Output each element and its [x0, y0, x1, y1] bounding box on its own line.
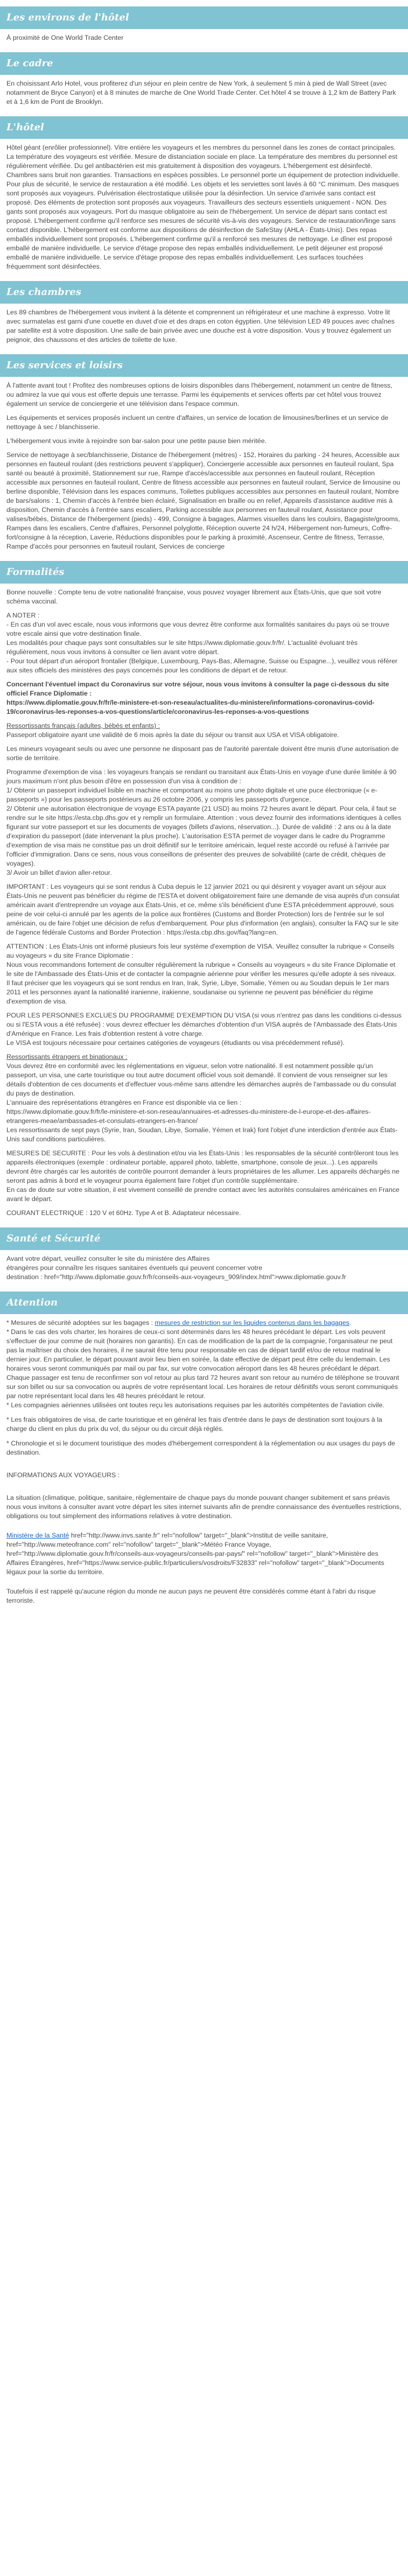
- ministere-sante-link[interactable]: Ministère de la Santé: [6, 1532, 69, 1539]
- securite-text: En cas de doute sur votre situation, il est vivement conseillé de prendre contact avec les autorités consulaires américaines en France avant le départ.: [6, 1186, 400, 1203]
- info-voyageurs-label: INFORMATIONS AUX VOYAGEURS :: [6, 1471, 120, 1479]
- attention-bullet: * Les frais obligatoires de visa, de carte touristique et en général les frais d'entrée dans le pays de destination sont toujours à la charge du client en plus du prix du vol, du séjour ou du circuit déjà réglés.: [6, 1416, 383, 1433]
- attention-bullet: * Les compagnies aériennes utilisées ont toutes reçu les autorisations requises par les autorités compétentes de l'aviation civile.: [6, 1401, 385, 1409]
- terror-risk-footer: Toutefois il est rappelé qu'aucune région du monde ne aucun pays ne peuvent être considérés comme étant à l'abri du risque terroriste.: [6, 1588, 376, 1604]
- attention-text: Nous vous recommandons fortement de consulter régulièrement la rubrique « Conseils au voyageurs » du site France Diplomatie et le site de l'Ambassade des États-Unis et de contacter la compagnie aérienne pour vérifier les mesures qu'elle adopte à ses niveaux.: [6, 961, 396, 978]
- info-voyageurs-text: La situation (climatique, politique, sanitaire, réglementaire de chaque pays du monde pouvant changer subitement et sans préavis: [6, 1494, 390, 1501]
- services-paragraph: Les équipements et services proposés incluent un centre d'affaires, un service de location de limousines/berlines et un service de nettoyage à sec / blanchisserie.: [6, 414, 389, 431]
- section-title-services: Les services et loisirs: [0, 354, 408, 377]
- sante-text: destination : href="http://www.diplomatie.gouv.fr/fr/conseils-aux-voyageurs_909/index.html">www.diplomatie.gouv.fr: [6, 1273, 346, 1281]
- section-hotel: [0, 116, 408, 271]
- important-text: IMPORTANT : Les voyageurs qui se sont rendus à Cuba depuis le 12 janvier 2021 ou qui désirent y voyager avant un séjour aux États-Unis ne peuvent pas bénéficier du régime de l'ESTA et doivent obligatoirement faire une demande de visa auprès d'un consulat américain avant d'entreprendre un voyage aux États-Unis, et ce, même s'ils bénéficient d'une ESTA précédemment approuvé, sous peine de voir celui-ci annulé par les agents de la police aux frontières (Customs and Border Protection) lors de l'entrée sur le sol américain, ou de faire l'objet une décision de refus d'embarquement. Pour plus d'information (en anglais), consulter la FAQ sur le site de l'agence fédérale Customs and Border Protection : https://esta.cbp.dhs.gov/faq?lang=en.: [6, 883, 399, 936]
- etrangers-text: L'annuaire des représentations étrangères en France est disponible via ce lien :: [6, 1099, 242, 1106]
- covid-notice: Concernant l'éventuel impact du Coronavirus sur votre séjour, nous vous invitons à consulter la page ci-dessous du site officiel France Diplomatie :: [6, 680, 389, 697]
- section-attention: [0, 1291, 408, 1605]
- anoter-item: Les modalités pour chaque pays sont consultables sur le site https://www.diplomatie.gouv.fr/fr/. L'actualité évoluant très régulièrement, nous vous invitons à consulter ce lien avant votre départ.: [6, 639, 358, 656]
- info-voyageurs-text: nous vous invitons à consulter avant votre départ les sites internet suivants afin de prendre connaissance des éventuelles restrictions, obligations ou tout simplement des informations relatives à votre destination.: [6, 1503, 402, 1520]
- section-environs: [0, 6, 408, 43]
- hotel-text: Hôtel géant (enrôlier professionnel). Vitre entière les voyageurs et les membres du personnel dans les zones de contact principales. La température des voyageurs est vérifiée. Mesure de distanciation sociale en place. La température des membres du personnel est régulièrement vérifiée. Du gel antibactérien est mis gratuitement à disposition des voyageurs. L'hébergement est désinfecté. Chambres sans bruit non garanties. Transactions en espèces possibles. Le personnel porte un équipement de protection individuelle. Pour plus de sécurité, le service de restauration a été modifié. Les objets et les serviettes sont lavés à 60 °C minimum. Des masques sont proposés aux voyageurs. Pulvérisation électrostatique utilisée pour la désinfection. Un service d'arrivée sans contact est proposé. Des éléments de protection sont proposés aux voyageurs. Travailleurs des secteurs essentiels uniquement - NON. Des gants sont proposés aux voyageurs. Port du masque obligatoire au sein de l'hébergement. Un service de départ sans contact est proposé. L'hébergement confirme qu'il renforce ses mesures de sécurité vis-à-vis des voyageurs. Service de restauration/linge sans contact disponible. L'hébergement est conforme aux dispositions de désinfection de SafeStay (AHLA - États-Unis). Des repas emballés individuellement sont proposés. L'hébergement confirme qu'il a renforcé ses mesures de nettoyage. Le dîner est proposé emballé de manière individuelle. Le service d'étage propose des repas emballés individuellement. Le petit déjeuner est proposé emballé de manière individuelle. Le service d'étage propose des repas emballés individuellement. Les surfaces touchées fréquemment sont désinfectées.: [6, 144, 400, 270]
- section-formalites: [0, 561, 408, 1218]
- covid-link[interactable]: https://www.diplomatie.gouv.fr/fr/le-ministere-et-son-reseau/actualites-du-ministere/informations-coronavirus-covid-19/coronavirus-les-reponses-a-vos-questions/article/coronavirus-les-reponses-a-vos-questions: [6, 699, 375, 715]
- section-chambres: [0, 281, 408, 345]
- sante-text: Avant votre départ, veuillez consulter le site du ministère des Affaires: [6, 1255, 210, 1262]
- anoter-item: - Pour tout départ d'un aéroport frontalier (Belgique, Luxembourg, Pays-Bas, Allemagne, Suisse ou Espagne...), veuillez vous référer aux sites officiels des ministères des pays concernés pour les conditions de départ et de retour.: [6, 657, 398, 674]
- etrangers-text: Vous devrez être en conformité avec les réglementations en vigueur, selon votre nationalité. Il est notamment possible qu'un passeport, un visa, une carte touristique ou tout autre document officiel vous soit demandé. Il convient de vous renseigner sur les détails d'obtention de ces documents et d'effectuer vous-même sans attendre les démarches auprès de l'ambassade ou du consulat du pays de destination.: [6, 1062, 396, 1097]
- pev-text: 1/ Obtenir un passeport individuel lisible en machine et comportant au moins une photo digitale et une puce électronique (« e-passeports ») pour les passeports postérieurs au 26 octobre 2006, y compris les passeports d'urgence.: [6, 787, 377, 803]
- section-title-cadre: Le cadre: [0, 52, 408, 75]
- formalites-intro: Bonne nouvelle : Compte tenu de votre nationalité française, vous pouvez voyager librement aux États-Unis, que que soit votre schéma vaccinal.: [6, 588, 382, 605]
- etrangers-label: Ressortissants étrangers et binationaux :: [6, 1053, 128, 1061]
- pev-text: Programme d'exemption de visa : les voyageurs français se rendant ou transitant aux États-Unis en voyage d'une durée limitée à 90 jours maximum n'ont plus besoin d'être en possession d'un visa à condition de :: [6, 768, 397, 785]
- attention-text: Il faut préciser que les voyageurs qui se sont rendus en Iran, Irak, Syrie, Libye, Somalie, Yémen ou au Soudan depuis le 1er mars 2011 et les personnes ayant la nationalité iranienne, irakienne, soudanaise ou syrienne ne peuvent pas bénéficier du régime d'exemption de visa.: [6, 979, 390, 1005]
- section-title-chambres: Les chambres: [0, 281, 408, 304]
- etrangers-link[interactable]: https://www.diplomatie.gouv.fr/fr/le-ministere-et-son-reseau/annuaires-et-adresses-du-ministere-de-l-europe-et-des-affaires-etrangeres-meae/ambassades-et-consulats-etrangers-en-france/: [6, 1108, 371, 1125]
- attention-bullet: * Dans le cas des vols charter, les horaires de ceux-ci sont déterminés dans les 48 heures précédant le départ. Les vols peuvent s'effectuer de jour comme de nuit (horaires non garantis). En cas de modification de la part de la compagnie, l'organisateur ne peut pas la maîtriser du choix des horaires, il ne saurait être tenu pour responsable en cas de départ tardif et/ou de retour matinal le dernier jour. En particulier, le départ pouvant avoir lieu bien en soirée, la date effective de départ peut être celle du lendemain. Les horaires vous seront communiqués par mail ou par fax, sur votre convocation aéroport dans les 48 heures précédant le départ. Chaque passager est tenu de reconfirmer son vol retour au plus tard 72 heures avant son retour au numéro de téléphone se trouvant sur son billet ou sur sa convocation ou auprès de votre représentant local. Les horaires de retour définitifs vous seront communiqués par notre représentant local dans les 48 heures précédant le retour.: [6, 1328, 399, 1400]
- pev-text: 3/ Avoir un billet d'avion aller-retour.: [6, 869, 112, 876]
- liquids-restriction-link[interactable]: mesures de restriction sur les liquides contenus dans les bagages: [154, 1319, 350, 1326]
- section-services: [0, 354, 408, 551]
- cadre-text: En choisissant Arlo Hotel, vous profiterez d'un séjour en plein centre de New York, à seulement 5 min à pied de Wall Street (avec notamment de Bryce Canyon) et à 8 minutes de marche de One World Trade Center. Cet hôtel 4 se trouve à 1,2 km de Battery Park et à 1,6 km de Pont de Brooklyn.: [6, 80, 396, 106]
- etrangers-text: Les ressortissants de sept pays (Syrie, Iran, Soudan, Libye, Somalie, Yémen et Irak) font l'objet d'une interdiction d'entrée aux États-Unis sauf conditions particulières.: [6, 1126, 398, 1143]
- exemption-text: POUR LES PERSONNES EXCLUES DU PROGRAMME D'EXEMPTION DU VISA (si vous n'entrez pas dans les conditions ci-dessus ou si l'ESTA vous a été refusée) : vous devrez effectuer les démarches d'obtention d'un VISA auprès de l'Ambassade des États-Unis d'Amérique en France. Les frais d'obtention restent à votre charge.: [6, 1012, 402, 1037]
- attention-bullet-text: * Mesures de sécurité adoptées sur les bagages :: [6, 1319, 155, 1326]
- services-amenities-list: Service de nettoyage à sec/blanchisserie, Distance de l'hébergement (mètres) - 152, Horaires du parking - 24 heures, Accessible aux personnes en fauteuil roulant (des restrictions peuvent s'appliquer), Conciergerie accessible aux personnes en fauteuil roulant, Spa santé ou beauté à proximité, Stationnement sur rue, Rampe d'accès/accessible aux personnes en fauteuil roulant, Réception accessible aux personnes en fauteuil roulant, Centre de fitness accessible aux personnes en fauteuil roulant, Service de limousine ou berline disponible, Télévision dans les espaces communs, Toilettes publiques accessibles aux personnes en fauteuil roulant, Nombre de bars/salons : 1, Chemin d'accès à l'entrée bien éclairé, Signalisation en braille ou en relief, Appareils d'assistance auditive mis à disposition, Chemin d'accès à l'entrée sans escaliers, Parking accessible aux personnes en fauteuil roulant, Assistance pour valises/bébés, Distance de l'hébergement (pieds) - 499, Consigne à bagages, Alarmes visuelles dans les couloirs, Bagagiste/grooms, Rampes dans les escaliers, Centre d'affaires, Personnel polyglotte, Réception ouverte 24 h/24, Hébergement non-fumeurs, Coffre-fort/consigne à la réception, Laverie, Réductions disponibles pour le parking à proximité, Ascenseur, Centre de fitness, Terrasse, Rampe d'accès pour personnes en fauteuil roulant, Services de concierge: [6, 451, 400, 550]
- chambres-text: Les 89 chambres de l'hébergement vous invitent à la détente et comprennent un réfrigérateur et une machine à expresso. Votre lit avec surmatelas est garni d'une couette en duvet d'oie et des draps en coton égyptien. Une télévision LED 49 pouces avec chaînes par satellite est à votre disposition. Une salle de bain privée avec une douche est à votre disposition. Vous y trouvez également un peignoir, des chaussons et des articles de toilette de luxe.: [6, 308, 395, 343]
- securite-text: MESURES DE SECURITE : Pour les vols à destination et/ou via les États-Unis : les responsables de la sécurité contrôleront tous les appareils électroniques (exemple : ordinateur portable, appareil photo, tablette, smartphone, console de jeux...). Les appareils devront être chargés car les autorités de contrôle pourront demander à leurs propriétaires de les allumer. Les appareils déchargés ne seront pas admis à bord et le voyageur pourra également faire l'objet d'un contrôle supplémentaire.: [6, 1149, 400, 1184]
- section-sante: [0, 1227, 408, 1282]
- pev-text: 2/ Obtenir une autorisation électronique de voyage ESTA payante (21 USD) au moins 72 heures avant le départ. Pour cela, il faut se rendre sur le site https://esta.cbp.dhs.gov et y remplir un formulaire. Attention : vous devez fournir des informations identiques à celles figurant sur votre passeport et sur les documents de voyages (billets d'avions, réservation...). Durée de validité : 2 ans ou à la date d'expiration du passeport (date intervenant la plus proche). L'autorisation ESTA permet de voyager dans le cadre du Programme d'exemption de visa mais ne constitue pas un droit définitif sur le territoire américain, lequel reste accordé ou refusé à l'arrivée par l'officier d'immigration. Dans ce sens, nous vous conseillons de présenter des preuves de solvabilité (carte de crédit, chèques de voyages).: [6, 805, 402, 867]
- exemption-text: Le VISA est toujours nécessaire pour certaines catégories de voyageurs (étudiants ou visa précédemment refusé).: [6, 1039, 345, 1047]
- environs-text: À proximité de One World Trade Center: [6, 34, 124, 41]
- courant-text: COURANT ELECTRIQUE : 120 V et 60Hz. Type A et B. Adaptateur nécessaire.: [6, 1209, 241, 1217]
- section-cadre: [0, 52, 408, 107]
- section-title-environs: Les environs de l'hôtel: [0, 6, 408, 29]
- attention-bullet-text: .: [349, 1319, 351, 1326]
- section-title-sante: Santé et Sécurité: [0, 1227, 408, 1250]
- attention-text: ATTENTION : Les États-Unis ont informé plusieurs fois leur système d'exemption de VISA. Veuillez consulter la rubrique « Conseils au voyageurs » du site France Diplomatie :: [6, 943, 395, 959]
- anoter-item: - En cas d'un vol avec escale, nous vous informons que vous devrez être conforme aux formalités sanitaires du pays où se trouve votre escale ainsi que votre destination finale.: [6, 621, 390, 637]
- attention-bullet: [6, 1318, 402, 1328]
- section-title-hotel: L'hôtel: [0, 116, 408, 139]
- resources-links-text: href="http://www.invs.sante.fr" rel="nofollow" target="_blank">Institut de veille sanitaire, href="http://www.meteofrance.com" rel="nofollow" target="_blank">Météo France Voyage, href="http://www.diplomatie.gouv.fr/fr/conseils-aux-voyageurs/conseils-par-pays/" rel="nofollow" target="_blank">Ministère des Affaires Étrangères, href="https://www.service-public.fr/particuliers/vosdroits/F32833" rel="nofollow" target="_blank">Documents légaux pour la sortie du territoire.: [6, 1532, 384, 1576]
- ressortissants-label: Ressortissants français (adultes, bébés et enfants) :: [6, 722, 160, 729]
- anoter-label: A NOTER :: [6, 612, 40, 619]
- section-title-attention: Attention: [0, 1291, 408, 1314]
- mineurs-text: Les mineurs voyageant seuls ou avec une personne ne disposant pas de l'autorité parentale doivent être munis d'une autorisation de sortie de territoire.: [6, 745, 399, 762]
- services-paragraph: À l'attente avant tout ! Profitez des nombreuses options de loisirs disponibles dans l'hébergement, notamment un centre de fitness, ou admirez la vue qui vous est offerte depuis une terrasse. Parmi les équipements et services offerts par cet hôtel vous trouvez également un service de conciergerie et une télévision dans l'espace commun.: [6, 382, 392, 408]
- resources-links: [6, 1531, 402, 1577]
- sante-text: étrangères pour connaître les risques sanitaires éventuels qui peuvent concerner votre: [6, 1264, 263, 1272]
- section-title-formalites: Formalités: [0, 561, 408, 584]
- ressortissants-text: Passeport obligatoire ayant une validité de 6 mois après la date du séjour ou transit aux USA et VISA obligatoire.: [6, 731, 339, 739]
- services-paragraph: L'hébergement vous invite à rejoindre son bar-salon pour une petite pause bien méritée.: [6, 437, 267, 445]
- attention-bullet: * Chronologie et si le document touristique des modes d'hébergement correspondent à la réglementation ou aux usages du pays de destination.: [6, 1440, 396, 1456]
